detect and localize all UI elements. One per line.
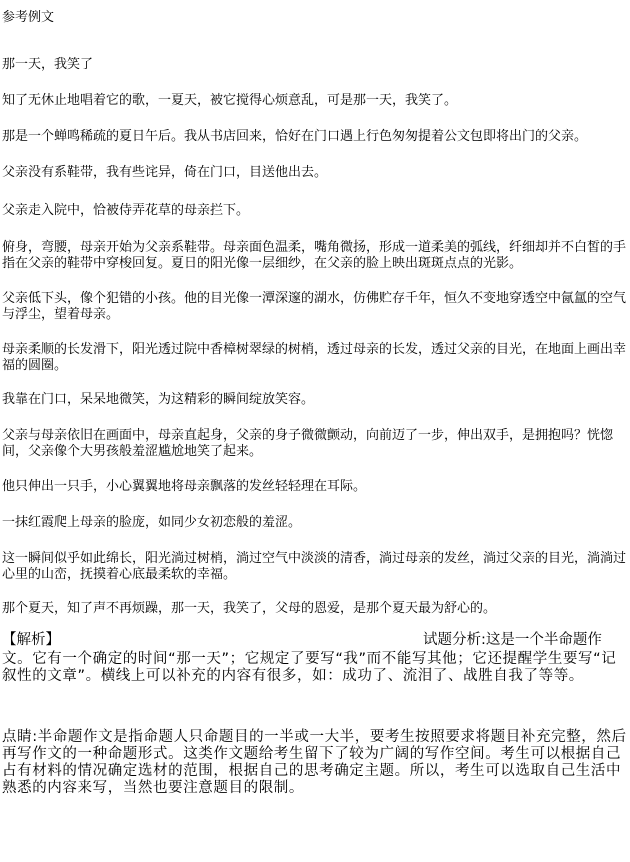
section-title: 参考例文 [2, 10, 55, 25]
essay-paragraph-6: 父亲低下头，像个犯错的小孩。他的目光像一潭深邃的湖水，仿佛贮存千年，恒久不变地穿透空中氤氲的空气与浮尘，望着母亲。 [2, 291, 627, 322]
essay-paragraph-3: 父亲没有系鞋带，我有些诧异，倚在门口，目送他出去。 [2, 165, 328, 180]
essay-paragraph-9: 父亲与母亲依旧在画面中，母亲直起身，父亲的身子微微颤动，向前迈了一步，伸出双手，是拥抱吗？恍惚间，父亲像个大男孩般羞涩尴尬地笑了起来。 [2, 428, 614, 459]
essay-paragraph-2: 那是一个蝉鸣稀疏的夏日午后。我从书店回来，恰好在门口遇上行色匆匆提着公文包即将出门的父亲。 [2, 129, 588, 144]
essay-paragraph-11: 一抹红霞爬上母亲的脸庞，如同少女初恋般的羞涩。 [2, 515, 302, 530]
essay-paragraph-1: 知了无休止地唱着它的歌，一夏天，被它搅得心烦意乱，可是那一天，我笑了。 [2, 93, 458, 108]
analysis-label: 【解析】 [2, 632, 60, 648]
comment-body: 点睛:半命题作文是指命题人只命题目的一半或一大半，要考生按照要求将题目补充完整，然后再写作文的一种命题形式。这类作文题给考生留下了较为广阔的写作空间。考生可以根据自己占有材料的情况确定选材的范围，根据自己的思考确定主题。所以，考生可以选取自己生活中熟悉的内容来写，当然也要注意题目的限制。 [2, 729, 627, 796]
essay-paragraph-5: 俯身，弯腰，母亲开始为父亲系鞋带。母亲面色温柔，嘴角微扬，形成一道柔美的弧线，纤细却并不白皙的手指在父亲的鞋带中穿梭回复。夏日的阳光像一层细纱，在父亲的脸上映出斑斑点点的光影。 [2, 240, 627, 271]
essay-paragraph-10: 他只伸出一只手，小心翼翼地将母亲飘落的发丝轻轻理在耳际。 [2, 479, 367, 494]
essay-title: 那一天，我笑了 [2, 57, 94, 72]
essay-paragraph-12: 这一瞬间似乎如此绵长，阳光淌过树梢，淌过空气中淡淡的清香，淌过母亲的发丝，淌过父亲的目光，淌淌过心里的山峦，抚摸着心底最柔软的幸福。 [2, 551, 627, 582]
analysis-intro: 试题分析:这是一个半命题作 [423, 632, 602, 648]
essay-paragraph-7: 母亲柔顺的长发滑下，阳光透过院中香樟树翠绿的树梢，透过母亲的长发，透过父亲的目光，在地面上画出幸福的圆圈。 [2, 342, 627, 373]
essay-paragraph-13: 那个夏天，知了声不再烦躁，那一天，我笑了，父母的恩爱，是那个夏天最为舒心的。 [2, 601, 497, 616]
essay-paragraph-8: 我靠在门口，呆呆地微笑，为这精彩的瞬间绽放笑容。 [2, 392, 315, 407]
analysis-body: 文。它有一个确定的时间“那一天”；它规定了要写“我”而不能写其他；它还提醒学生要写“记叙性的文章”。横线上可以补充的内容有很多，如：成功了、流泪了、战胜自我了等等。 [2, 651, 617, 684]
essay-paragraph-4: 父亲走入院中，恰被侍弄花草的母亲拦下。 [2, 203, 250, 218]
